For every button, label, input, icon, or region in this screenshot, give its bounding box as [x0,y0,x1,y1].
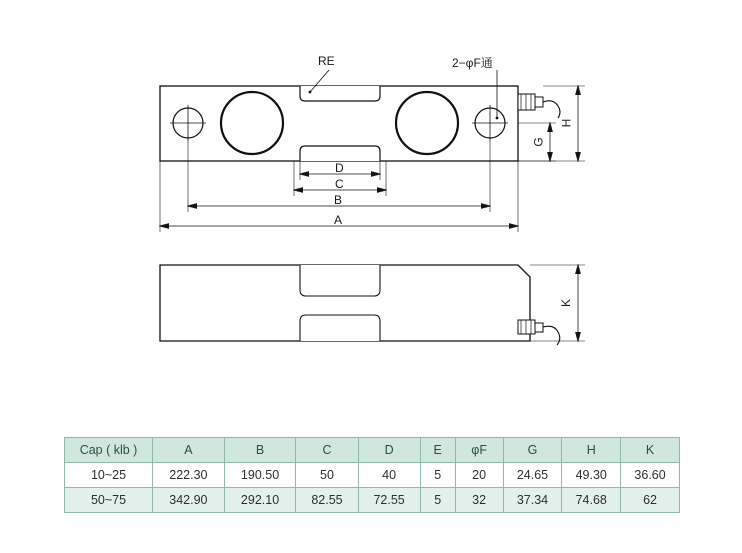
table-cell-d: 72.55 [358,488,420,513]
table-cell-h: 74.68 [562,488,621,513]
table-cell-e: 5 [420,488,455,513]
callout-label-re: RE [318,54,335,68]
dimension-label-h: H [559,118,574,128]
top-view-cable-gland [518,94,560,118]
dimension-label-a: A [334,213,343,227]
table-cell-k: 62 [621,488,680,513]
table-cell-e: 5 [420,463,455,488]
table-cell-phi-f: 20 [455,463,503,488]
table-header-cap: Cap ( klb ) [65,438,153,463]
table-cell-k: 36.60 [621,463,680,488]
top-view-right-large-hole [396,92,458,154]
dimension-label-g: G [531,137,546,147]
table-cell-a: 342.90 [153,488,225,513]
table-cell-c: 50 [296,463,358,488]
dimension-label-b: B [334,193,343,207]
table-header-g: G [503,438,562,463]
top-view-lower-slot [300,146,380,161]
table-cell-g: 37.34 [503,488,562,513]
table-cell-phi-f: 32 [455,488,503,513]
table-row [65,488,680,513]
specification-table [64,437,680,513]
side-view-lower-slot [300,315,380,341]
top-view-left-large-hole [221,92,283,154]
table-header-b: B [224,438,296,463]
top-view-upper-slot [300,86,380,101]
dimension-label-k: K [559,298,574,308]
table-header-a: A [153,438,225,463]
dimension-label-d: D [335,161,344,175]
table-cell-d: 40 [358,463,420,488]
table-header-phi-f: φF [455,438,503,463]
table-header-c: C [296,438,358,463]
table-row [65,463,680,488]
table-cell-h: 49.30 [562,463,621,488]
callout-label-through-holes: 2−φF通 [452,56,493,70]
dimension-label-c: C [335,177,344,191]
table-cell-cap: 10~25 [65,463,153,488]
table-header-d: D [358,438,420,463]
table-header-k: K [621,438,680,463]
table-cell-b: 292.10 [224,488,296,513]
table-header-h: H [562,438,621,463]
table-cell-g: 24.65 [503,463,562,488]
table-cell-c: 82.55 [296,488,358,513]
side-view-upper-slot [300,265,380,296]
table-cell-b: 190.50 [224,463,296,488]
table-header-e: E [420,438,455,463]
table-cell-a: 222.30 [153,463,225,488]
table-cell-cap: 50~75 [65,488,153,513]
table-header-row [65,438,680,463]
